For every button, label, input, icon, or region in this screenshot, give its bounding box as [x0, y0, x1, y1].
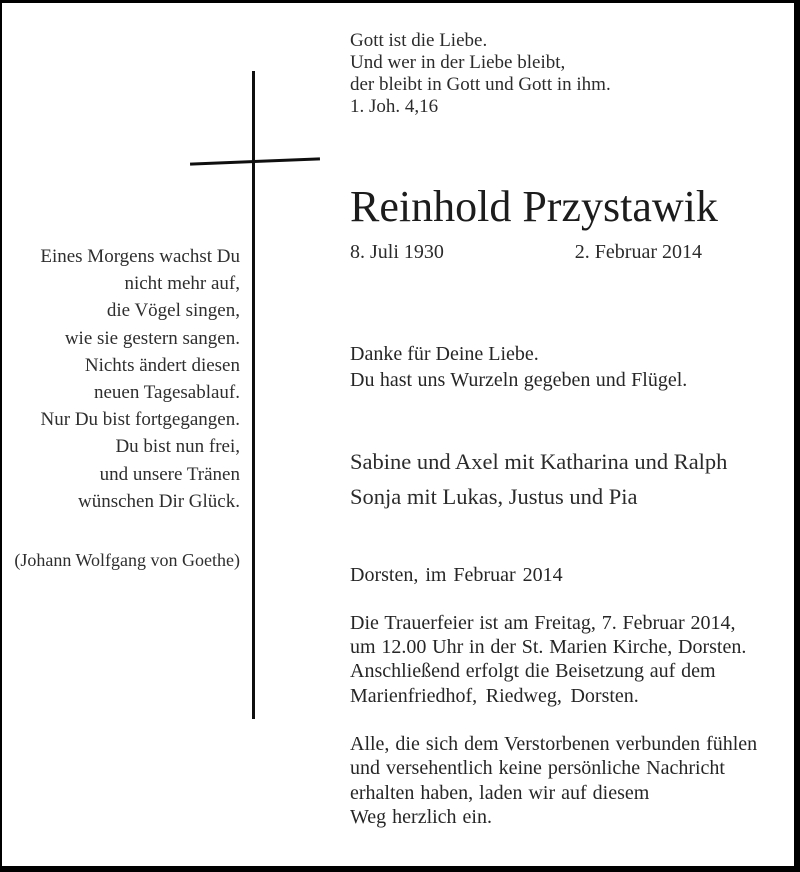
text-line: wie sie gestern sangen.: [64, 327, 240, 349]
text-line: Alle, die sich dem Verstorbenen verbunden fühlen: [350, 733, 758, 755]
family-names: [350, 444, 727, 514]
text-line: Anschließend erfolgt die Beisetzung auf dem: [350, 660, 716, 683]
poem-attribution: (Johann Wolfgang von Goethe): [14, 550, 240, 571]
text-line: Sabine und Axel mit Katharina und Ralph: [350, 449, 728, 474]
text-line: Sonja mit Lukas, Justus und Pia: [350, 484, 638, 509]
text-line: und unsere Tränen: [99, 463, 240, 485]
text-line: Marienfriedhof, Riedweg, Dorsten.: [350, 684, 639, 707]
memorial-poem: [2, 243, 240, 574]
invitation-text: [350, 732, 770, 830]
text-line: um 12.00 Uhr in der St. Marien Kirche, Dorsten.: [350, 636, 747, 659]
text-line: die Vögel singen,: [106, 300, 240, 322]
funeral-details: [350, 611, 760, 708]
text-line: Du hast uns Wurzeln gegeben und Flügel.: [350, 368, 688, 391]
cross-vertical-bar: [252, 71, 255, 719]
text-line: Gott ist die Liebe.: [350, 30, 488, 51]
text-line: Danke für Deine Liebe.: [350, 343, 539, 365]
scripture-quote: [350, 30, 611, 118]
memorial-poem-lines: [2, 243, 240, 515]
text-line: der bleibt in Gott und Gott in ihm.: [350, 74, 611, 95]
life-dates: [350, 241, 702, 264]
death-date: 2. Februar 2014: [574, 241, 702, 263]
text-line: Du bist nun frei,: [115, 436, 240, 458]
text-line: Nichts ändert diesen: [84, 354, 240, 376]
place-and-date: Dorsten, im Februar 2014: [350, 564, 563, 586]
text-line: Weg herzlich ein.: [350, 806, 492, 829]
text-line: und versehentlich keine persönliche Nachricht: [350, 757, 725, 780]
text-line: Und wer in der Liebe bleibt,: [350, 52, 566, 73]
text-line: Nur Du bist fortgegangen.: [40, 409, 240, 431]
cross-horizontal-bar: [190, 157, 320, 165]
deceased-name: Reinhold Przystawik: [350, 182, 718, 231]
text-line: Die Trauerfeier ist am Freitag, 7. Februar 2014,: [350, 612, 736, 634]
text-line: erhalten haben, laden wir auf diesem: [350, 781, 650, 804]
text-line: neuen Tagesablauf.: [93, 382, 240, 404]
birth-date: 8. Juli 1930: [350, 241, 444, 263]
text-line: wünschen Dir Glück.: [78, 490, 240, 512]
text-line: 1. Joh. 4,16: [350, 96, 439, 117]
text-line: nicht mehr auf,: [124, 273, 240, 295]
text-line: Eines Morgens wachst Du: [40, 246, 240, 267]
thanks-text: [350, 342, 687, 393]
